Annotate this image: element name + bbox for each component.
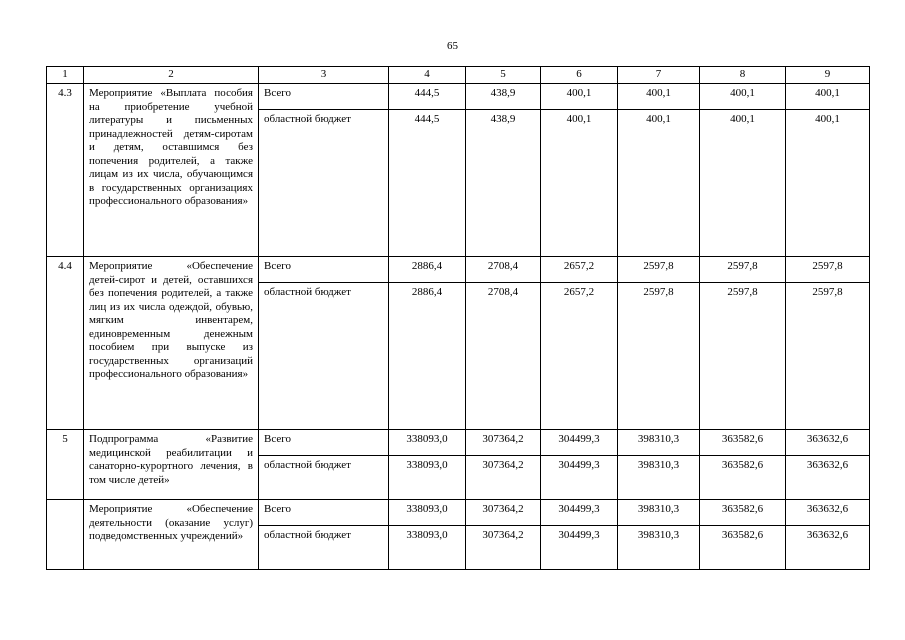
value-cell: 2886,4 — [389, 257, 466, 283]
header-cell: 4 — [389, 67, 466, 84]
value-cell: 363582,6 — [700, 500, 786, 526]
value-cell: 400,1 — [700, 110, 786, 257]
table-row — [47, 500, 870, 526]
value-cell: 338093,0 — [389, 456, 466, 500]
value-cell: 2597,8 — [700, 283, 786, 430]
value-cell: 363632,6 — [786, 430, 870, 456]
header-cell: 6 — [541, 67, 618, 84]
value-cell: 363632,6 — [786, 500, 870, 526]
header-cell: 9 — [786, 67, 870, 84]
header-cell: 5 — [466, 67, 541, 84]
value-cell: 2708,4 — [466, 283, 541, 430]
value-cell: 304499,3 — [541, 456, 618, 500]
header-cell: 8 — [700, 67, 786, 84]
value-cell: 438,9 — [466, 84, 541, 110]
header-cell: 1 — [47, 67, 84, 84]
funding-source: Всего — [259, 84, 389, 110]
value-cell: 2657,2 — [541, 257, 618, 283]
value-cell: 2597,8 — [618, 283, 700, 430]
value-cell: 444,5 — [389, 110, 466, 257]
funding-source: областной бюджет — [259, 283, 389, 430]
value-cell: 2597,8 — [786, 257, 870, 283]
value-cell: 363632,6 — [786, 526, 870, 570]
value-cell: 400,1 — [700, 84, 786, 110]
value-cell: 398310,3 — [618, 456, 700, 500]
funding-source: Всего — [259, 500, 389, 526]
value-cell: 338093,0 — [389, 430, 466, 456]
value-cell: 398310,3 — [618, 500, 700, 526]
value-cell: 307364,2 — [466, 526, 541, 570]
row-number — [47, 500, 84, 570]
row-number: 4.4 — [47, 257, 84, 430]
value-cell: 363632,6 — [786, 456, 870, 500]
table-header — [47, 67, 870, 84]
value-cell: 400,1 — [618, 84, 700, 110]
value-cell: 338093,0 — [389, 526, 466, 570]
value-cell: 2657,2 — [541, 283, 618, 430]
table-row — [47, 257, 870, 283]
value-cell: 2597,8 — [618, 257, 700, 283]
page-number: 65 — [447, 40, 458, 52]
value-cell: 304499,3 — [541, 526, 618, 570]
value-cell: 400,1 — [786, 84, 870, 110]
row-number: 4.3 — [47, 84, 84, 257]
value-cell: 338093,0 — [389, 500, 466, 526]
value-cell: 400,1 — [618, 110, 700, 257]
value-cell: 400,1 — [541, 110, 618, 257]
value-cell: 307364,2 — [466, 430, 541, 456]
value-cell: 307364,2 — [466, 456, 541, 500]
funding-source: областной бюджет — [259, 110, 389, 257]
value-cell: 307364,2 — [466, 500, 541, 526]
funding-source: областной бюджет — [259, 526, 389, 570]
row-number: 5 — [47, 430, 84, 500]
table-body — [47, 84, 870, 570]
funding-source: Всего — [259, 430, 389, 456]
value-cell: 400,1 — [541, 84, 618, 110]
value-cell: 304499,3 — [541, 500, 618, 526]
value-cell: 363582,6 — [700, 456, 786, 500]
value-cell: 398310,3 — [618, 526, 700, 570]
row-description: Подпрограмма «Развитие медицинской реабилитации и санаторно-курортного лечения, в том числе детей» — [84, 430, 259, 500]
value-cell: 2886,4 — [389, 283, 466, 430]
value-cell: 438,9 — [466, 110, 541, 257]
value-cell: 363582,6 — [700, 430, 786, 456]
value-cell: 400,1 — [786, 110, 870, 257]
value-cell: 398310,3 — [618, 430, 700, 456]
row-description: Мероприятие «Обеспечение деятельности (оказание услуг) подведомственных учреждений» — [84, 500, 259, 570]
value-cell: 2597,8 — [700, 257, 786, 283]
header-cell: 3 — [259, 67, 389, 84]
funding-source: областной бюджет — [259, 456, 389, 500]
row-description: Мероприятие «Обеспечение детей-сирот и детей, оставшихся без попечения родителей, а также лиц из их числа одеждой, обувью, мягким инвентарем, единовременным денежным пособием при выпуске из государственных организаций профессионального образования» — [84, 257, 259, 430]
header-cell: 7 — [618, 67, 700, 84]
funding-source: Всего — [259, 257, 389, 283]
value-cell: 363582,6 — [700, 526, 786, 570]
value-cell: 2708,4 — [466, 257, 541, 283]
row-description: Мероприятие «Выплата пособия на приобретение учебной литературы и письменных принадлежностей детям-сиротам и детям, оставшимся без попечения родителей, а также лицам из их числа, обучающимся в государственных организациях профессионального образования» — [84, 84, 259, 257]
header-row — [47, 67, 870, 84]
budget-table — [46, 66, 870, 570]
value-cell: 2597,8 — [786, 283, 870, 430]
header-cell: 2 — [84, 67, 259, 84]
value-cell: 304499,3 — [541, 430, 618, 456]
value-cell: 444,5 — [389, 84, 466, 110]
table-row — [47, 84, 870, 110]
table-row — [47, 430, 870, 456]
